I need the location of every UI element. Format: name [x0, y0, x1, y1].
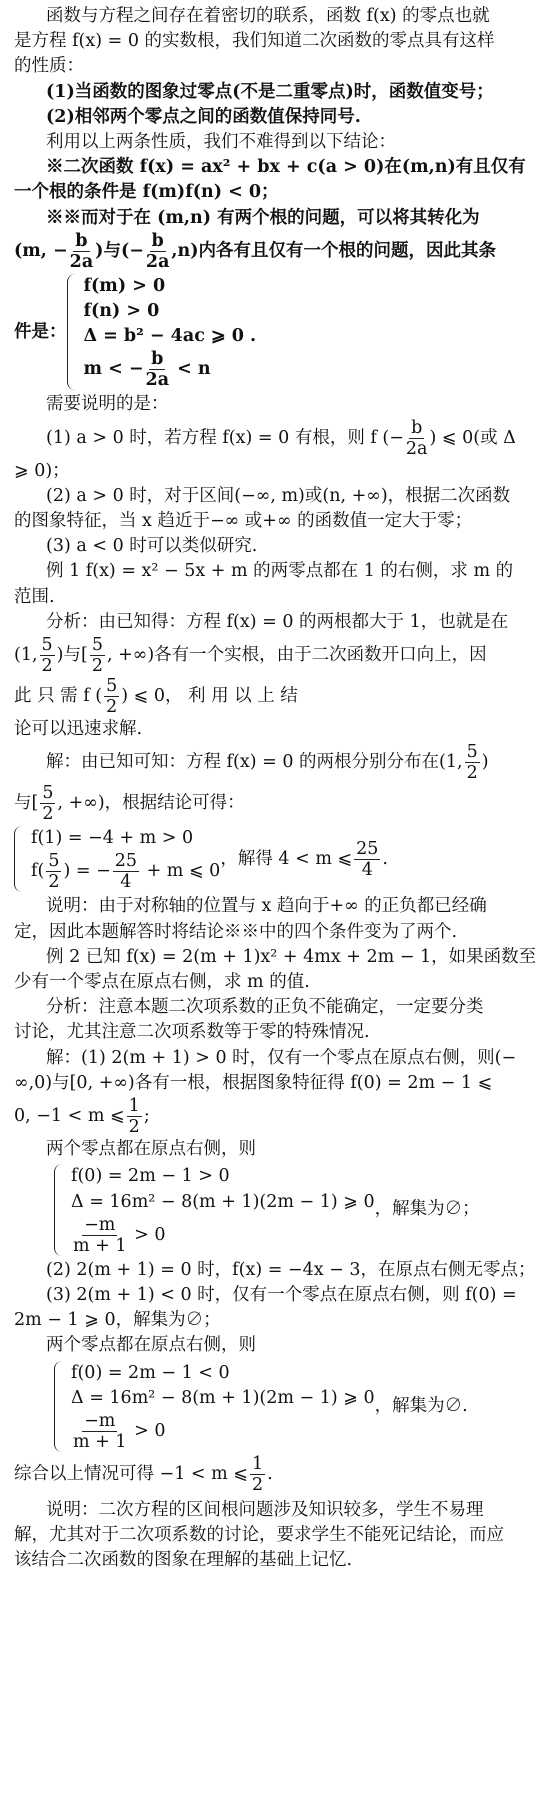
denominator: 2a	[145, 370, 170, 391]
remark-2-cont2: 该结合二次函数的图象在理解的基础上记忆.	[14, 1550, 353, 1571]
system-row: Δ = b² − 4ac ⩾ 0 .	[83, 326, 257, 347]
system-row: Δ = 16m² − 8(m + 1)(2m − 1) ⩾ 0	[71, 1191, 375, 1212]
denominator: 2a	[69, 251, 94, 272]
analysis-1: 分析：由已知得：方程 f(x) = 0 的两根都大于 1，也就是在	[46, 611, 509, 632]
text: ) = −	[63, 861, 111, 882]
fraction-b-over-2a	[146, 349, 170, 390]
remark-2-cont: 解，尤其对于二次项系数的讨论，要求学生不能死记结论，而应	[14, 1525, 504, 1546]
numerator-text: m	[98, 1410, 116, 1431]
note-1-cont: ⩾ 0)；	[14, 460, 70, 481]
fraction-b-over-2a	[70, 231, 94, 272]
system-row	[71, 1215, 375, 1256]
conclusion-2a: ※※而对于在 (m,n) 有两个根的问题，可以将其转化为	[46, 207, 480, 228]
denominator: 2	[466, 763, 478, 784]
fraction-5-over-2	[46, 851, 61, 892]
denominator: 2	[106, 697, 118, 718]
remark-2: 说明：二次方程的区间根问题涉及知识较多，学生不易理	[46, 1499, 484, 1520]
fraction-5-over-2	[465, 742, 480, 783]
minus-sign: −	[84, 1214, 99, 1235]
text: )与(−	[95, 240, 144, 261]
numerator: 5	[91, 635, 103, 656]
text: , +∞)各有一个实根，由于二次函数开口向上，因	[106, 645, 487, 666]
denominator: 2a	[145, 251, 170, 272]
text: m < −	[83, 359, 144, 380]
case-3-two-zeros: 两个零点都在原点右侧，则	[46, 1335, 256, 1356]
numerator: b	[411, 417, 423, 438]
conclusion-1b: 一个根的条件是 f(m)f(n) < 0；	[14, 182, 279, 203]
fraction-5-over-2	[104, 676, 119, 717]
text: 解：由已知可知：方程 f(x) = 0 的两根分别分布在(1,	[46, 752, 463, 773]
case-2: (2) 2(m + 1) = 0 时，f(x) = −4x − 3，在原点右侧无零点；	[46, 1259, 536, 1280]
solution-2-cont: ∞,0)与[0, +∞)各有一根，根据图象特征得 f(0) = 2m − 1 ⩽	[14, 1072, 493, 1093]
para-conclusion-lead: 利用以上两条性质，我们不难得到以下结论：	[46, 132, 396, 153]
system-row	[84, 349, 257, 390]
analysis-1-cont2	[14, 676, 538, 717]
note-1	[14, 418, 538, 459]
note-2-cont: 的图象特征，当 x 趋近于−∞ 或+∞ 的函数值一定大于零；	[14, 511, 473, 532]
text: 与[	[14, 793, 39, 814]
text: f(	[31, 861, 45, 882]
analysis-2-cont: 讨论，尤其注意二次项系数等于零的特殊情况.	[14, 1022, 370, 1043]
numerator: b	[75, 230, 88, 251]
system-row: f(n) > 0	[83, 301, 160, 322]
conclusion-2b	[14, 231, 538, 272]
denominator: 2	[48, 872, 60, 893]
fraction-b-over-2a	[406, 418, 428, 459]
fraction-neg-m-over-m-plus-1	[73, 1215, 127, 1256]
system-solution: ，解集为∅.	[374, 1395, 468, 1416]
system-row: f(m) > 0	[83, 275, 166, 296]
text: ) ⩽ 0， 利 用 以 上 结	[121, 686, 298, 707]
text: 此 只 需 f (	[14, 686, 103, 707]
denominator: 4	[361, 859, 373, 880]
case-3: (3) 2(m + 1) < 0 时，仅有一个零点在原点右侧，则 f(0) =	[46, 1284, 517, 1305]
example-1-cont: 范围.	[14, 586, 55, 607]
para-intro-1: 函数与方程之间存在着密切的联系，函数 f(x) 的零点也就	[46, 6, 490, 26]
system-rows	[84, 274, 257, 391]
system-row: f(1) = −4 + m > 0	[31, 828, 194, 849]
system-label: 件是：	[14, 321, 67, 342]
condition-system	[14, 274, 538, 391]
numerator	[82, 1411, 117, 1432]
denominator: 2	[91, 656, 103, 677]
solution-1	[14, 742, 538, 783]
analysis-1-cont	[14, 635, 538, 676]
numerator: 5	[48, 851, 60, 872]
case-3-cont: 2m − 1 ⩾ 0，解集为∅；	[14, 1310, 221, 1331]
solution-1-system	[14, 826, 538, 892]
analysis-1-cont3: 论可以迅速求解.	[14, 719, 143, 740]
denominator: 2	[251, 1474, 264, 1495]
text: )与[	[56, 645, 88, 666]
system-row: f(0) = 2m − 1 > 0	[71, 1166, 230, 1187]
system-row	[71, 1411, 375, 1452]
example-1: 例 1 f(x) = x² − 5x + m 的两零点都在 1 的右侧，求 m 的	[46, 561, 514, 582]
text: 综合以上情况可得 −1 < m ⩽	[14, 1463, 248, 1484]
system-rows	[31, 826, 220, 892]
numerator: 5	[466, 742, 478, 763]
denominator: 2	[128, 1117, 140, 1138]
denominator: 2	[41, 656, 53, 677]
text: )	[481, 752, 489, 773]
para-intro-2: 是方程 f(x) = 0 的实数根，我们知道二次函数的零点具有这样	[14, 31, 495, 52]
remark-1-cont: 定，因此本题解答时将结论※※中的四个条件变为了两个.	[14, 921, 458, 942]
numerator: 1	[128, 1096, 140, 1117]
text: (m, −	[14, 240, 68, 261]
system-row: f(0) = 2m − 1 < 0	[71, 1362, 230, 1383]
numerator: 25	[356, 838, 379, 859]
numerator: b	[151, 230, 164, 251]
denominator: m + 1	[73, 1431, 127, 1452]
denominator: 2	[42, 804, 54, 825]
conclusion-1a: ※二次函数 f(x) = ax² + bx + c(a > 0)在(m,n)有且仅有	[46, 157, 526, 178]
property-2: (2)相邻两个零点之间的函数值保持同号.	[46, 106, 361, 127]
brace	[54, 1361, 65, 1452]
solution-2: 解：(1) 2(m + 1) > 0 时，仅有一个零点在原点右侧，则(−	[46, 1047, 517, 1068]
para-intro-3: 的性质：	[14, 56, 84, 77]
fraction-5-over-2	[40, 783, 55, 824]
solution-2-cont2	[14, 1096, 538, 1137]
denominator: 4	[120, 872, 132, 893]
system-rows	[71, 1361, 375, 1452]
case-3-system	[14, 1361, 538, 1452]
text: ，解得 4 < m ⩽	[220, 848, 353, 869]
denominator: 2a	[405, 438, 428, 459]
example-2-cont: 少有一个零点在原点右侧，求 m 的值.	[14, 972, 310, 993]
brace	[54, 1164, 65, 1255]
text: .	[267, 1463, 273, 1484]
text: (1) a > 0 时，若方程 f(x) = 0 有根，则 f (−	[46, 427, 404, 448]
solution-1-cont	[14, 783, 538, 824]
system-row	[31, 851, 220, 892]
numerator: 1	[251, 1453, 264, 1474]
numerator: 25	[114, 851, 138, 872]
fraction-b-over-2a	[146, 231, 170, 272]
text: > 0	[128, 1420, 166, 1441]
text: > 0	[128, 1224, 166, 1245]
system-rows	[71, 1164, 375, 1255]
text: ) ⩽ 0(或 Δ	[429, 427, 516, 448]
fraction-5-over-2	[40, 635, 55, 676]
fraction-25-over-4	[354, 839, 380, 880]
text: ,n)内各有且仅有一个根的问题，因此其条	[171, 240, 497, 261]
remark-1: 说明：由于对称轴的位置与 x 趋向于+∞ 的正负都已经确	[46, 896, 487, 917]
fraction-neg-m-over-m-plus-1	[73, 1411, 127, 1452]
system-solution: ，解集为∅；	[374, 1199, 480, 1220]
system-solution	[220, 839, 388, 880]
text: ;	[143, 1106, 150, 1127]
system-row: Δ = 16m² − 8(m + 1)(2m − 1) ⩾ 0	[71, 1387, 375, 1408]
fraction-25-over-4	[113, 851, 139, 892]
text: + m ⩽ 0	[141, 861, 221, 882]
numerator: b	[151, 349, 164, 370]
text: 0, −1 < m ⩽	[14, 1106, 125, 1127]
fraction-1-over-2	[250, 1454, 265, 1495]
numerator: 5	[41, 635, 53, 656]
example-2: 例 2 已知 f(x) = 2(m + 1)x² + 4mx + 2m − 1，如果函数至	[46, 946, 537, 967]
text: .	[382, 848, 388, 869]
fraction-5-over-2	[90, 635, 105, 676]
text: < n	[171, 359, 211, 380]
numerator-text: m	[98, 1214, 116, 1235]
final-answer	[14, 1454, 538, 1495]
text: , +∞)，根据结论可得：	[57, 793, 245, 814]
brace	[14, 826, 25, 892]
numerator: 5	[106, 676, 118, 697]
numerator: 5	[42, 783, 54, 804]
note-2: (2) a > 0 时，对于区间(−∞, m)或(n, +∞)，根据二次函数	[46, 485, 511, 506]
text: (1,	[14, 645, 38, 666]
note-heading: 需要说明的是：	[46, 394, 169, 415]
fraction-1-over-2	[127, 1096, 142, 1137]
numerator	[82, 1215, 117, 1236]
denominator: m + 1	[73, 1235, 127, 1256]
analysis-2: 分析：注意本题二次项系数的正负不能确定，一定要分类	[46, 997, 484, 1018]
brace	[67, 274, 78, 391]
case-1-system	[14, 1164, 538, 1255]
minus-sign: −	[84, 1410, 99, 1431]
note-3: (3) a < 0 时可以类似研究.	[46, 536, 258, 557]
property-1: (1)当函数的图象过零点(不是二重零点)时，函数值变号；	[46, 81, 494, 102]
case-two-zeros: 两个零点都在原点右侧，则	[46, 1139, 256, 1160]
